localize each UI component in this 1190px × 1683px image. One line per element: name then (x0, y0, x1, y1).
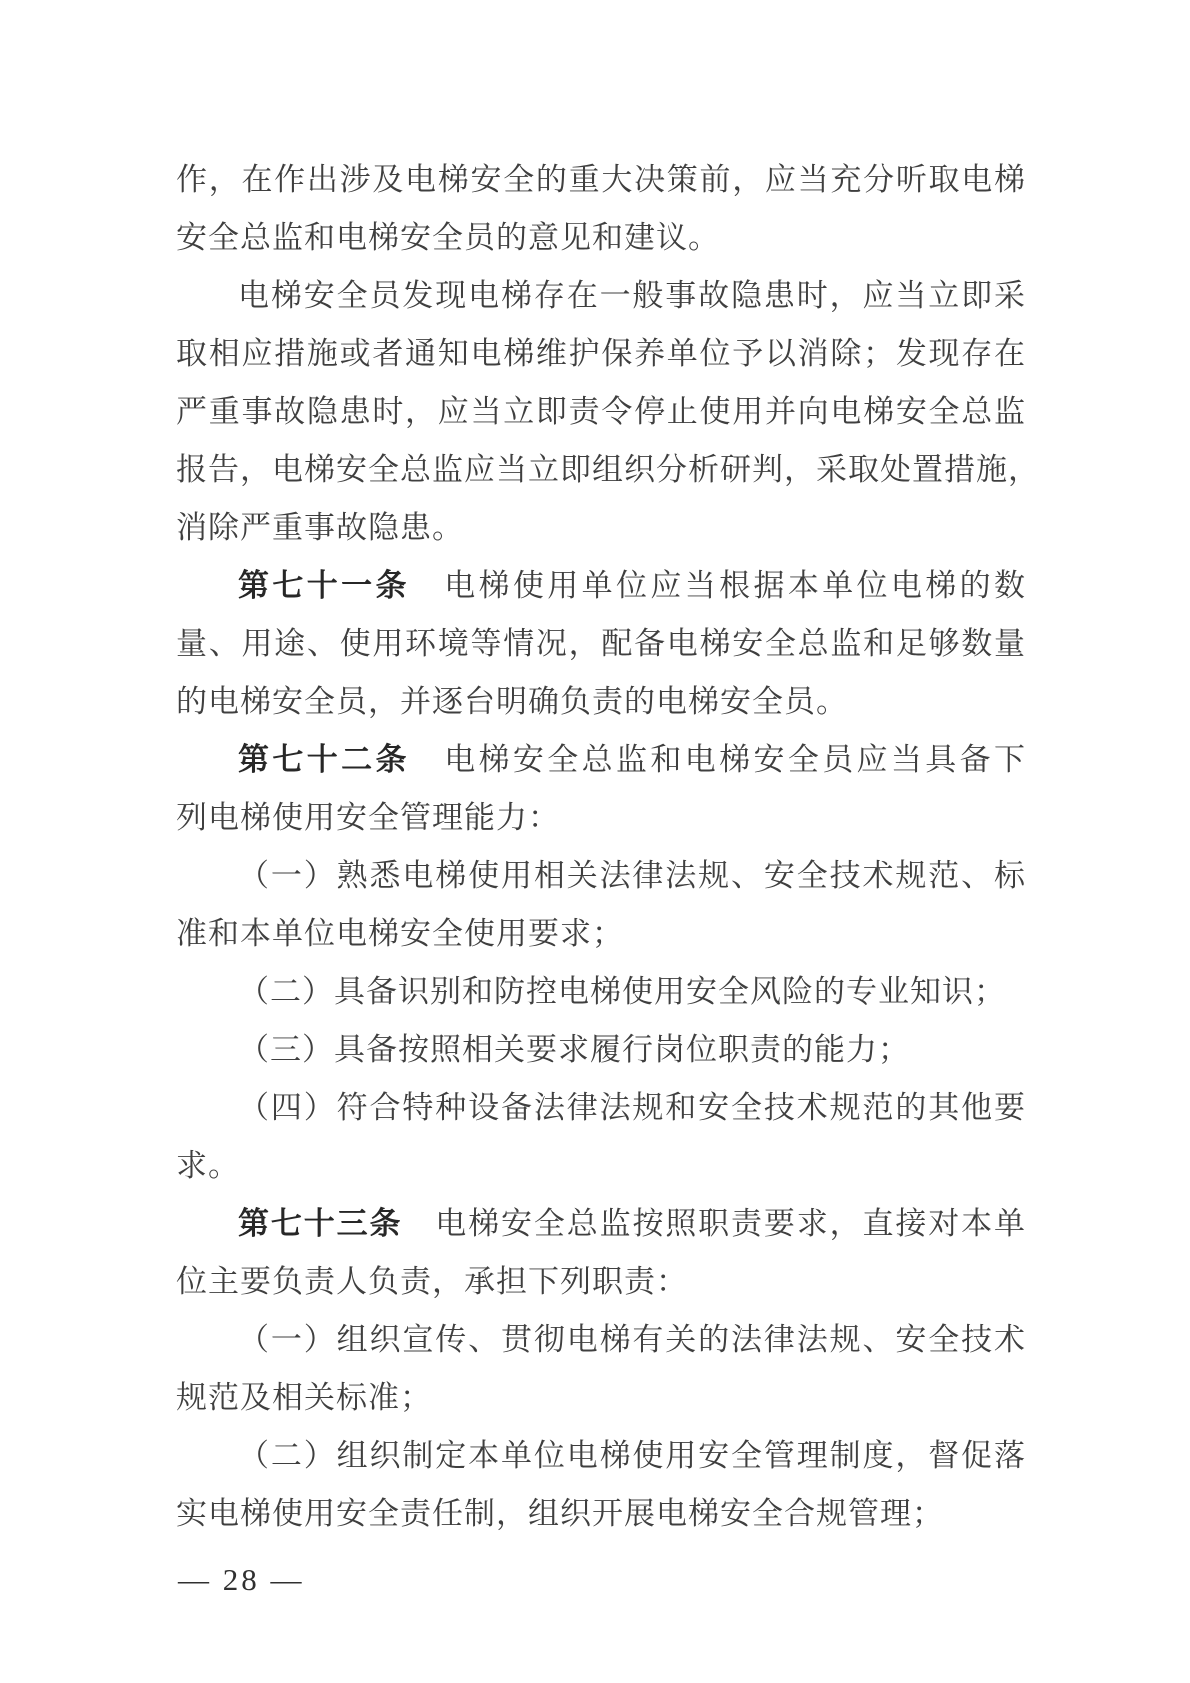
text-line (176, 1079, 1026, 1137)
line-text: （二）具备识别和防控电梯使用安全风险的专业知识； (238, 974, 1006, 1009)
text-line (176, 789, 1026, 847)
text-line (176, 1311, 1026, 1369)
line-text: （二）组织制定本单位电梯使用安全管理制度，督促落 (238, 1438, 1026, 1473)
document-body (176, 151, 1040, 1543)
line-text: 规范及相关标准； (176, 1380, 432, 1415)
text-line (176, 151, 1026, 209)
text-line (176, 1137, 1026, 1195)
line-text: 列电梯使用安全管理能力： (176, 800, 560, 835)
article-number: 第七十三条 (238, 1206, 403, 1241)
line-text: 报告，电梯安全总监应当立即组织分析研判，采取处置措施， (176, 452, 1040, 487)
text-line (176, 383, 1026, 441)
text-line-article-73 (176, 1195, 1026, 1253)
line-text: 消除严重事故隐患。 (176, 510, 464, 545)
text-line (176, 905, 1026, 963)
text-line (176, 1485, 1026, 1543)
line-text: 位主要负责人负责，承担下列职责： (176, 1264, 688, 1299)
text-line-article-71 (176, 557, 1026, 615)
text-line (176, 963, 1026, 1021)
line-text: （三）具备按照相关要求履行岗位职责的能力； (238, 1032, 910, 1067)
text-line (176, 1021, 1026, 1079)
line-text: 严重事故隐患时，应当立即责令停止使用并向电梯安全总监 (176, 394, 1026, 429)
line-text: （四）符合特种设备法律法规和安全技术规范的其他要 (238, 1090, 1026, 1125)
text-line (176, 1253, 1026, 1311)
line-text: 取相应措施或者通知电梯维护保养单位予以消除；发现存在 (176, 336, 1026, 371)
text-line (176, 267, 1026, 325)
line-text: 安全总监和电梯安全员的意见和建议。 (176, 220, 720, 255)
text-line (176, 325, 1026, 383)
line-text: 电梯安全员发现电梯存在一般事故隐患时，应当立即采 (238, 278, 1026, 313)
article-number: 第七十一条 (238, 568, 410, 603)
text-line (176, 499, 1026, 557)
line-text: 电梯安全总监和电梯安全员应当具备下 (409, 742, 1027, 777)
page-number: — 28 — (178, 1562, 305, 1597)
text-line (176, 847, 1026, 905)
article-number: 第七十二条 (238, 742, 410, 777)
line-text: 求。 (176, 1148, 240, 1183)
line-text: 实电梯使用安全责任制，组织开展电梯安全合规管理； (176, 1496, 944, 1531)
text-line (176, 209, 1026, 267)
text-line (176, 673, 1026, 731)
line-text: 量、用途、使用环境等情况，配备电梯安全总监和足够数量 (176, 626, 1026, 661)
line-text: 作，在作出涉及电梯安全的重大决策前，应当充分听取电梯 (176, 162, 1026, 197)
line-text: 的电梯安全员，并逐台明确负责的电梯安全员。 (176, 684, 848, 719)
line-text: （一）组织宣传、贯彻电梯有关的法律法规、安全技术 (238, 1322, 1026, 1357)
text-line-article-72 (176, 731, 1026, 789)
line-text: （一）熟悉电梯使用相关法律法规、安全技术规范、标 (238, 858, 1026, 893)
line-text: 电梯安全总监按照职责要求，直接对本单 (402, 1206, 1027, 1241)
text-line (176, 1369, 1026, 1427)
line-text: 电梯使用单位应当根据本单位电梯的数 (409, 568, 1027, 603)
text-line (176, 441, 1040, 499)
line-text: 准和本单位电梯安全使用要求； (176, 916, 624, 951)
text-line (176, 1427, 1026, 1485)
text-line (176, 615, 1026, 673)
